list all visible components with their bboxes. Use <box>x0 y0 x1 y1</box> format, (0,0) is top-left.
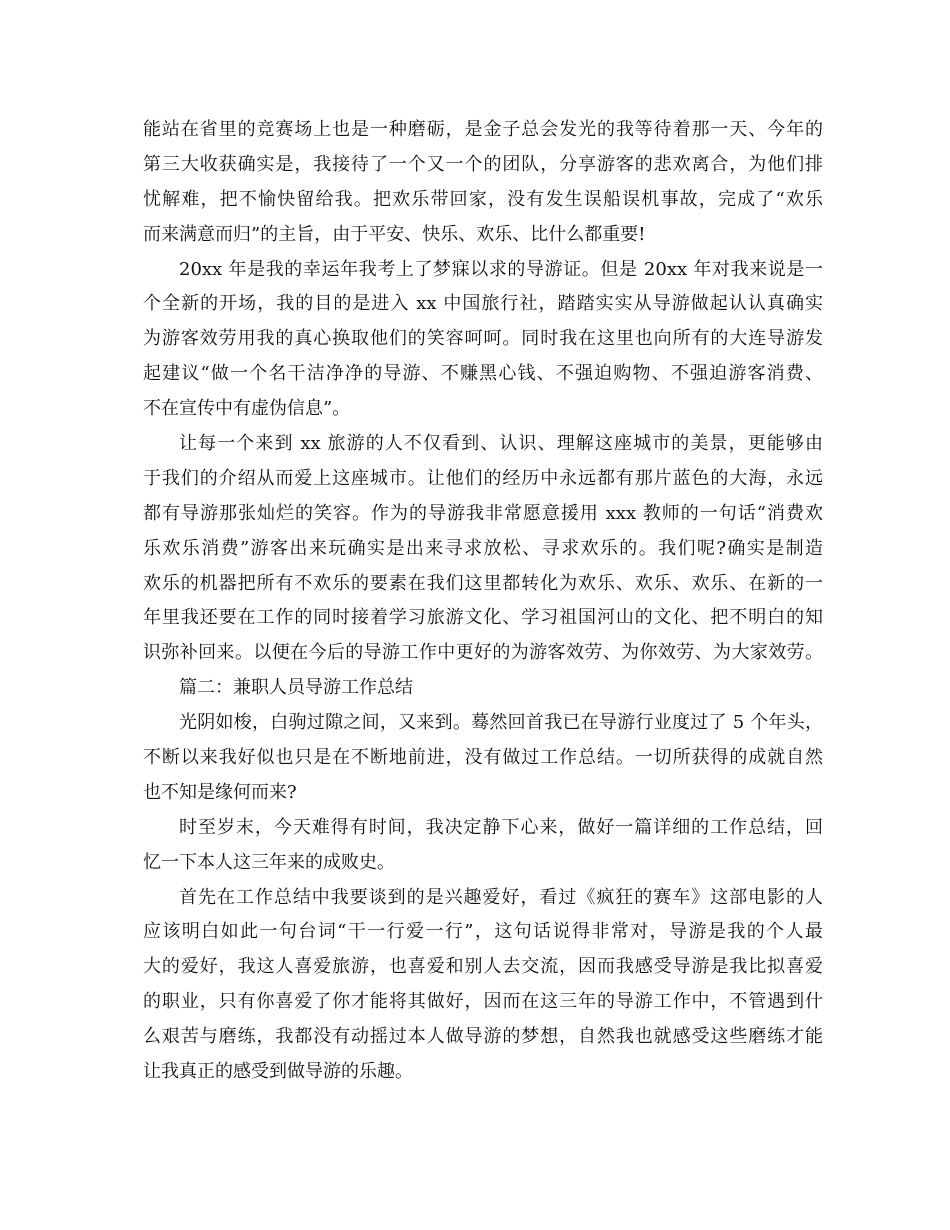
text-line: 欢乐的机器把所有不欢乐的要素在我们这里都转化为欢乐、欢乐、欢乐、在新的一 <box>143 572 823 594</box>
text-line: 不断以来我好似也只是在不断地前进，没有做过工作总结。一切所获得的成就自然 <box>143 747 823 769</box>
text-line: 忆一下本人这三年来的成败史。 <box>143 851 395 873</box>
text-line: 年里我还要在工作的同时接着学习旅游文化、学习祖国河山的文化、把不明白的知 <box>143 607 823 629</box>
section-heading: 篇二：兼职人员导游工作总结 <box>179 677 413 699</box>
text-line: 为游客效劳用我的真心换取他们的笑容呵呵。同时我在这里也向所有的大连导游发 <box>143 328 823 350</box>
document-body <box>143 113 823 1090</box>
paragraph-first-line: 让每一个来到 xx 旅游的人不仅看到、认识、理解这座城市的美景，更能够由 <box>179 433 823 455</box>
text-line: 应该明白如此一句台词“干一行爱一行”，这句话说得非常对，导游是我的个人最 <box>143 921 823 943</box>
text-line: 么艰苦与磨练，我都没有动摇过本人做导游的梦想，自然我也就感受这些磨练才能 <box>143 1026 823 1048</box>
text-line: 个全新的开场，我的目的是进入 xx 中国旅行社，踏踏实实从导游做起认认真确实 <box>143 293 823 315</box>
text-line: 忧解难，把不愉快留给我。把欢乐带回家，没有发生误船误机事故，完成了“欢乐 <box>143 188 823 210</box>
paragraph-first-line: 光阴如梭，白驹过隙之间，又来到。蓦然回首我已在导游行业度过了 5 个年头， <box>179 712 823 734</box>
text-line: 而来满意而归”的主旨，由于平安、快乐、欢乐、比什么都重要! <box>143 223 646 245</box>
text-line: 都有导游那张灿烂的笑容。作为的导游我非常愿意援用 xxx 教师的一句话“消费欢 <box>143 502 823 524</box>
text-line: 识弥补回来。以便在今后的导游工作中更好的为游客效劳、为你效劳、为大家效劳。 <box>143 642 823 664</box>
text-line: 大的爱好，我这人喜爱旅游，也喜爱和别人去交流，因而我感受导游是我比拟喜爱 <box>143 956 823 978</box>
text-line: 的职业，只有你喜爱了你才能将其做好，因而在这三年的导游工作中，不管遇到什 <box>143 991 823 1013</box>
text-line: 能站在省里的竞赛场上也是一种磨砺，是金子总会发光的我等待着那一天、今年的 <box>143 119 823 140</box>
text-line: 乐欢乐消费”游客出来玩确实是出来寻求放松、寻求欢乐的。我们呢?确实是制造 <box>143 537 823 559</box>
text-line: 于我们的介绍从而爱上这座城市。让他们的经历中永远都有那片蓝色的大海，永远 <box>143 467 823 489</box>
text-line: 第三大收获确实是，我接待了一个又一个的团队，分享游客的悲欢离合，为他们排 <box>143 153 823 175</box>
text-line: 让我真正的感受到做导游的乐趣。 <box>143 1061 413 1083</box>
text-line: 不在宣传中有虚伪信息”。 <box>143 398 351 420</box>
paragraph-first-line: 20xx 年是我的幸运年我考上了梦寐以求的导游证。但是 20xx 年对我来说是一 <box>179 258 823 280</box>
paragraph-first-line: 时至岁末，今天难得有时间，我决定静下心来，做好一篇详细的工作总结，回 <box>179 816 823 838</box>
text-line: 也不知是缘何而来? <box>143 781 297 803</box>
paragraph-first-line: 首先在工作总结中我要谈到的是兴趣爱好，看过《疯狂的赛车》这部电影的人 <box>179 886 823 908</box>
text-line: 起建议“做一个名干洁净净的导游、不赚黑心钱、不强迫购物、不强迫游客消费、 <box>143 363 823 385</box>
